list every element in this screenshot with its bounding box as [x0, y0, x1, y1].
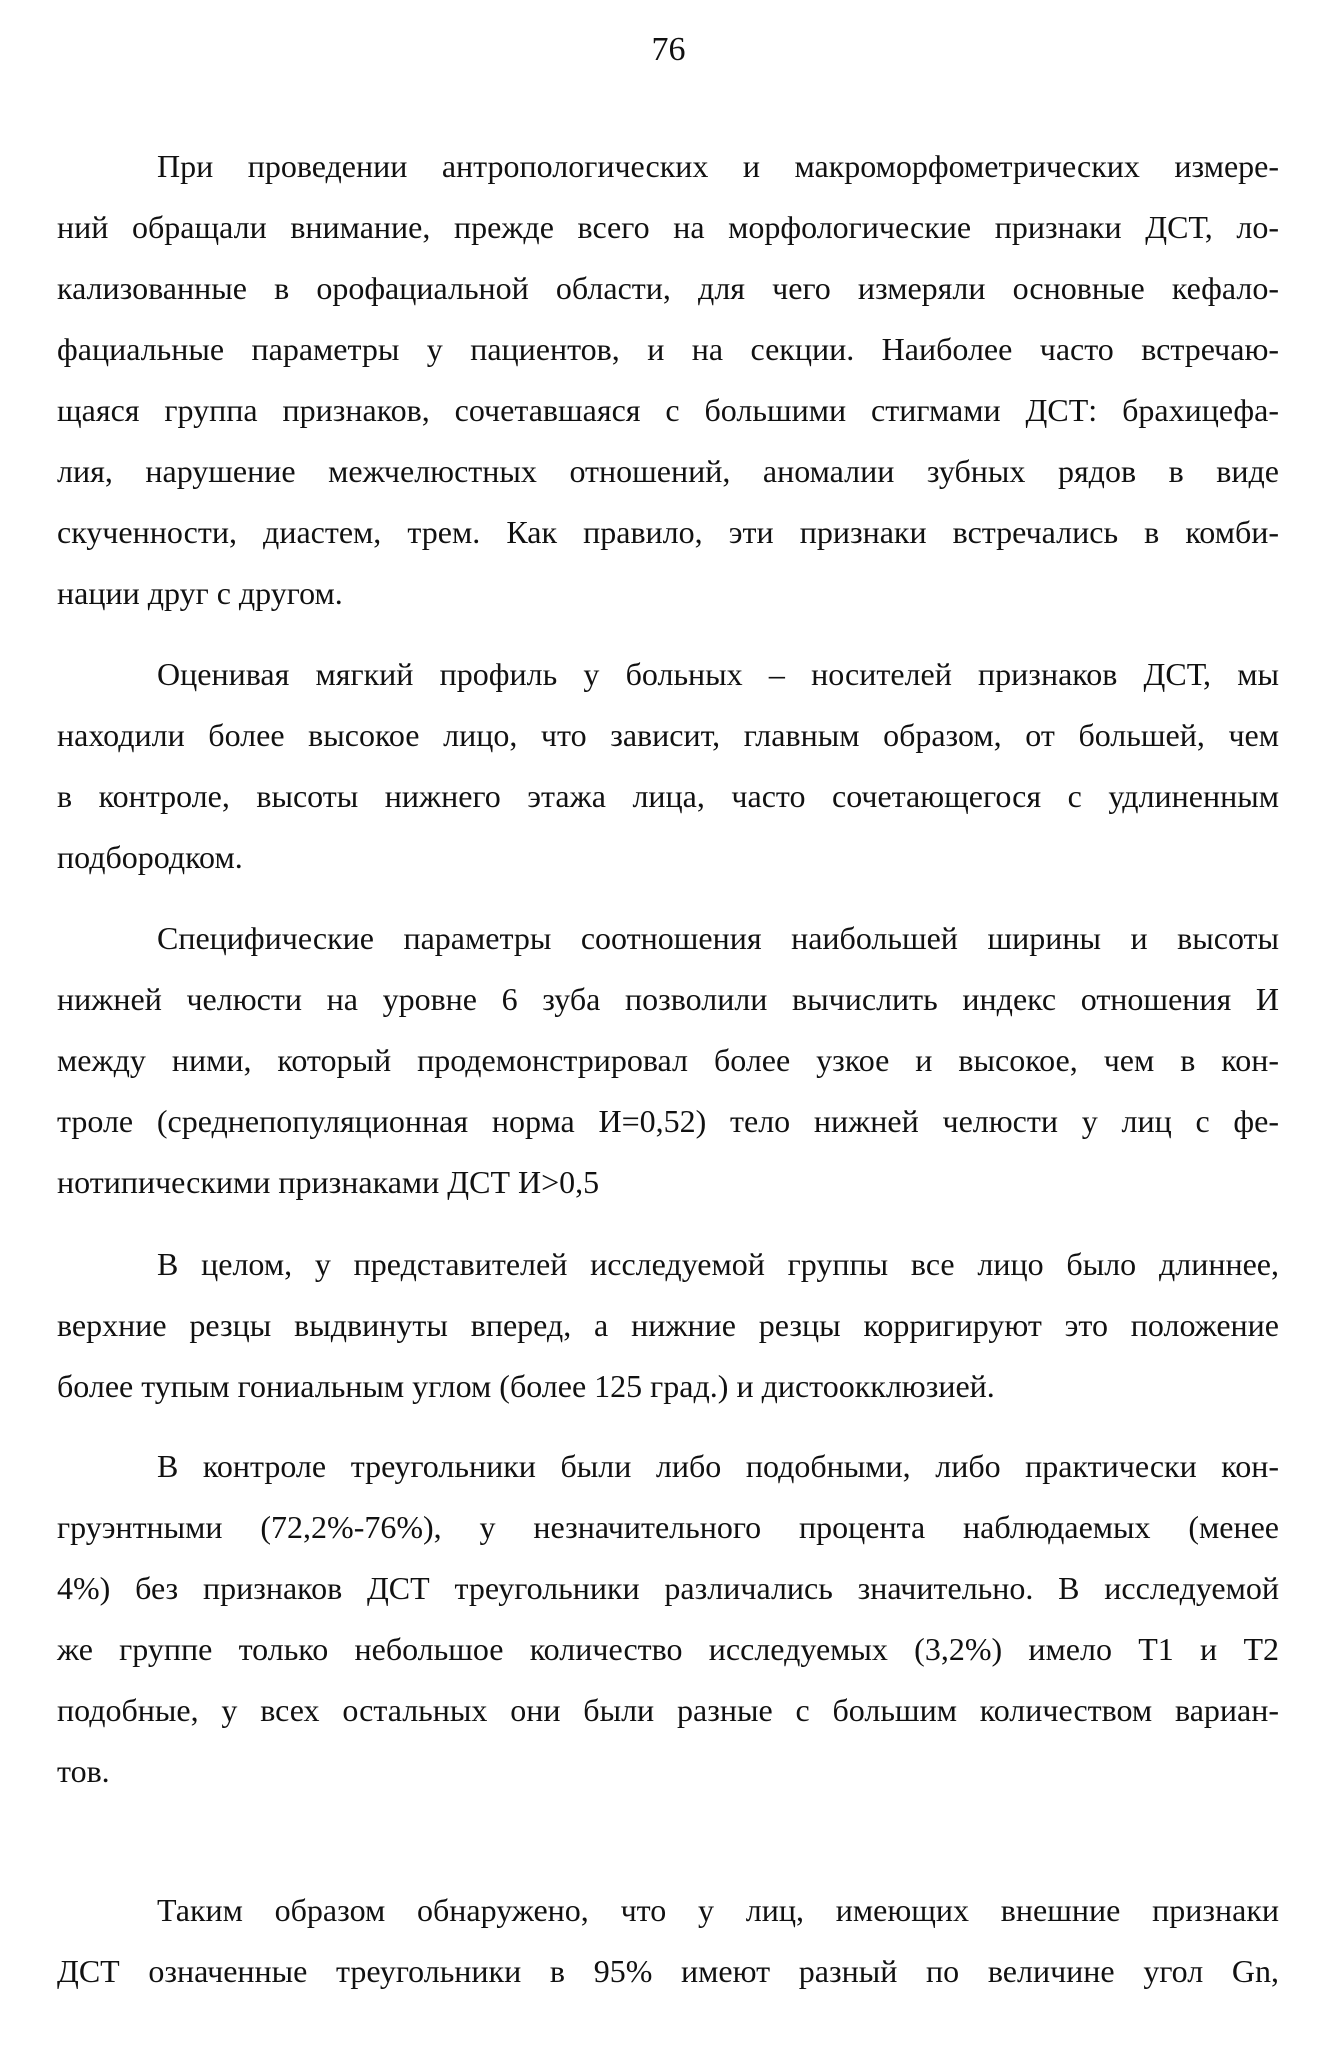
text-line: Таким образом обнаружено, что у лиц, имеющих внешние признаки [157, 1892, 1279, 1928]
text-line: груэнтными (72,2%-76%), у незначительного процента наблюдаемых (менее [57, 1509, 1279, 1545]
paragraph-1 [57, 136, 1279, 624]
text-line: в контроле, высоты нижнего этажа лица, часто сочетающегося с удлиненным [57, 778, 1279, 814]
text-line: находили более высокое лицо, что зависит, главным образом, от большей, чем [57, 717, 1279, 753]
text-line: тов. [57, 1753, 110, 1789]
paragraph-5 [57, 1436, 1279, 1802]
text-line: подбородком. [57, 839, 243, 875]
paragraph-4 [57, 1234, 1279, 1417]
text-line: верхние резцы выдвинуты вперед, а нижние резцы корригируют это положение [57, 1307, 1279, 1343]
text-line: подобные, у всех остальных они были разные с большим количеством вариан- [57, 1692, 1279, 1728]
text-line: лия, нарушение межчелюстных отношений, аномалии зубных рядов в виде [57, 453, 1279, 489]
text-line: более тупым гониальным углом (более 125 град.) и дистоокклюзией. [57, 1368, 995, 1404]
text-line: Специфические параметры соотношения наибольшей ширины и высоты [157, 920, 1279, 956]
text-line: кализованные в орофациальной области, для чего измеряли основные кефало- [57, 270, 1279, 306]
text-line: нации друг с другом. [57, 575, 343, 611]
text-line: троле (среднепопуляционная норма И=0,52) тело нижней челюсти у лиц с фе- [57, 1103, 1279, 1139]
text-line: скученности, диастем, трем. Как правило, эти признаки встречались в комби- [57, 514, 1279, 550]
text-line: нотипическими признаками ДСТ И>0,5 [57, 1164, 600, 1200]
text-line: между ними, который продемонстрировал более узкое и высокое, чем в кон- [57, 1042, 1279, 1078]
text-line: При проведении антропологических и макроморфометрических измере- [157, 148, 1279, 184]
text-line: 4%) без признаков ДСТ треугольники различались значительно. В исследуемой [57, 1570, 1279, 1606]
paragraph-6 [57, 1880, 1279, 2002]
text-line: Оценивая мягкий профиль у больных – носителей признаков ДСТ, мы [157, 656, 1279, 692]
text-line: нижней челюсти на уровне 6 зуба позволили вычислить индекс отношения И [57, 981, 1279, 1017]
page-number: 76 [651, 31, 686, 68]
text-line: фациальные параметры у пациентов, и на секции. Наиболее часто встречаю- [57, 331, 1279, 367]
text-line: ний обращали внимание, прежде всего на морфологические признаки ДСТ, ло- [57, 209, 1279, 245]
text-line: В контроле треугольники были либо подобными, либо практически кон- [157, 1448, 1279, 1484]
text-line: ДСТ означенные треугольники в 95% имеют разный по величине угол Gn, [57, 1953, 1279, 1989]
text-line: щаяся группа признаков, сочетавшаяся с большими стигмами ДСТ: брахицефа- [57, 392, 1279, 428]
paragraph-2 [57, 644, 1279, 888]
text-line: В целом, у представителей исследуемой группы все лицо было длиннее, [157, 1246, 1279, 1282]
text-line: же группе только небольшое количество исследуемых (3,2%) имело Т1 и Т2 [57, 1631, 1279, 1667]
paragraph-3 [57, 908, 1279, 1213]
